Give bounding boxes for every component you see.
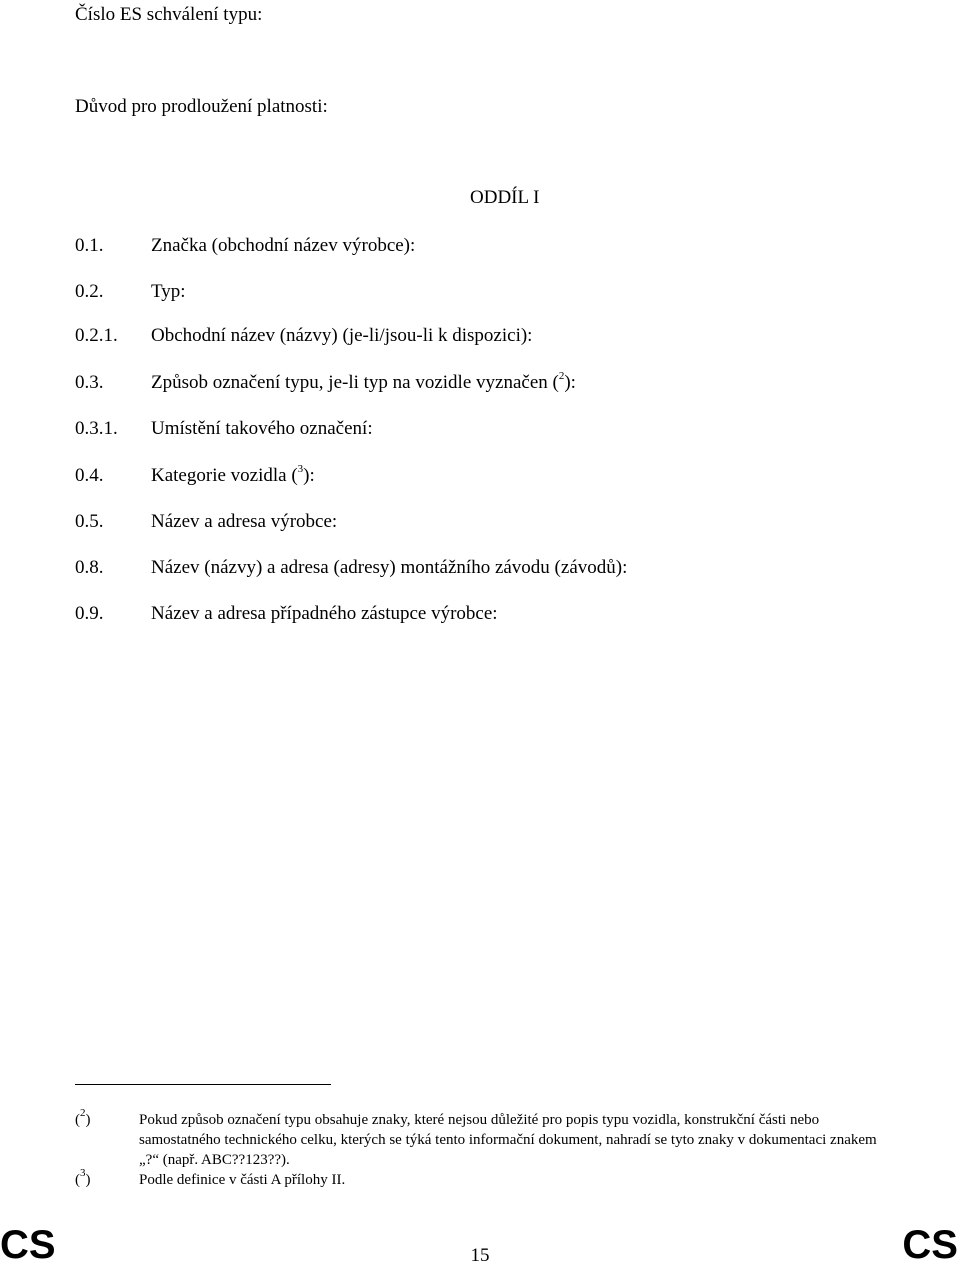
language-code-right: CS xyxy=(902,1223,958,1267)
item-label: Obchodní název (názvy) (je-li/jsou-li k dispozici): xyxy=(151,325,533,346)
item-label: Název (názvy) a adresa (adresy) montážního závodu (závodů): xyxy=(151,557,628,578)
section-title: ODDÍL I xyxy=(470,187,540,208)
footnote-text: Pokud způsob označení typu obsahuje znaky, které nejsou důležité pro popis typu vozidla, konstrukční části nebo samostatného technického celku, kterých se týká tento informační dokument, nahradí se tyto znaky v dokumentaci znakem „?“ (např. ABC??123??). xyxy=(139,1112,877,1168)
item-label: Název a adresa případného zástupce výrobce: xyxy=(151,603,498,624)
item-number: 0.4. xyxy=(75,465,104,486)
item-number: 0.8. xyxy=(75,557,104,578)
footnote-ref: 2 xyxy=(558,369,565,382)
item-number: 0.3. xyxy=(75,372,104,393)
item-number: 0.5. xyxy=(75,511,104,532)
item-label: Způsob označení typu, je-li typ na vozidle vyznačen ($^2$): xyxy=(151,369,576,393)
page-number: 15 xyxy=(470,1245,490,1266)
footnote-marker: ($^2$) xyxy=(75,1107,91,1128)
item-number: 0.2.1. xyxy=(75,325,118,346)
footnote-ref: 3 xyxy=(297,462,304,475)
item-label: Umístění takového označení: xyxy=(151,418,373,439)
item-label: Typ: xyxy=(151,281,186,302)
item-label: Název a adresa výrobce: xyxy=(151,511,338,532)
item-label: Kategorie vozidla ($^3$): xyxy=(151,462,315,486)
footnote-marker: ($^3$) xyxy=(75,1167,91,1188)
item-number: 0.3.1. xyxy=(75,418,118,439)
item-number: 0.1. xyxy=(75,235,104,256)
footnote-text: Podle definice v části A přílohy II. xyxy=(139,1172,346,1188)
footnote-separator xyxy=(75,1084,331,1085)
item-number: 0.9. xyxy=(75,603,104,624)
approval-number-label: Číslo ES schválení typu: xyxy=(75,4,263,25)
item-label: Značka (obchodní název výrobce): xyxy=(151,235,416,256)
extension-reason-label: Důvod pro prodloužení platnosti: xyxy=(75,96,328,117)
item-number: 0.2. xyxy=(75,281,104,302)
language-code-left: CS xyxy=(0,1223,56,1267)
